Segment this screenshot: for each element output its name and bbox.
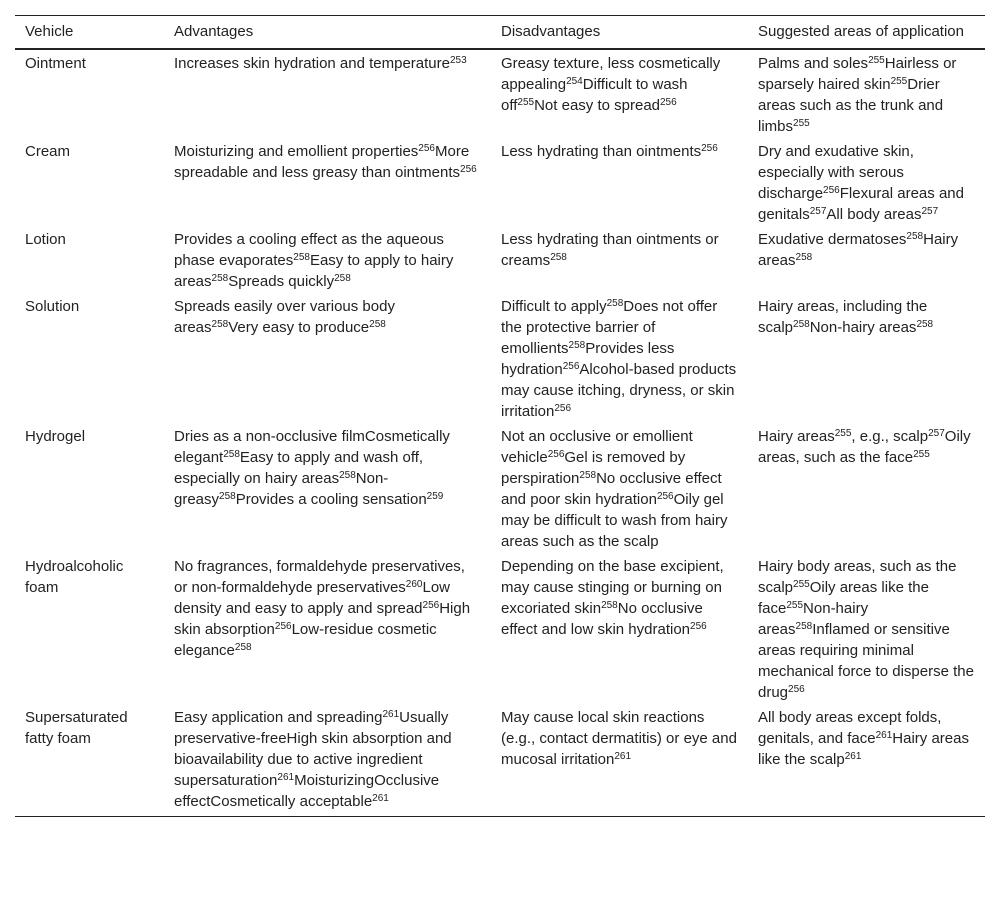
header-suggested-areas: Suggested areas of application: [748, 16, 985, 50]
reference-superscript: 256: [690, 621, 707, 632]
reference-superscript: 260: [405, 579, 423, 590]
reference-superscript: 255: [517, 97, 535, 108]
cell-text: Low-residue cosmetic elegance: [174, 621, 437, 659]
reference-superscript: 258: [601, 600, 618, 611]
cell-advantages: [164, 294, 491, 424]
vehicle-comparison-table: [15, 15, 985, 817]
reference-superscript: 258: [906, 231, 924, 242]
table-row: [15, 227, 985, 294]
cell-text: Easy to apply to hairy areas: [174, 252, 454, 290]
reference-superscript: 256: [422, 600, 440, 611]
cell-vehicle: [15, 294, 164, 424]
cell-vehicle: [15, 705, 164, 817]
cell-suggested-areas: [748, 705, 985, 817]
reference-superscript: 261: [844, 751, 862, 762]
reference-superscript: 261: [875, 730, 893, 741]
reference-superscript: 261: [372, 793, 389, 804]
cell-text: Not an occlusive or emollient vehicle: [501, 428, 693, 466]
cell-vehicle: [15, 554, 164, 705]
cell-text: Does not offer the protective barrier of emollients: [501, 298, 718, 357]
cell-text: Non-hairy areas: [758, 600, 869, 638]
reference-superscript: 258: [795, 252, 813, 263]
cell-vehicle: [15, 424, 164, 554]
header-row: [15, 16, 985, 50]
cell-suggested-areas: [748, 424, 985, 554]
cell-text: Flexural areas and genitals: [758, 185, 964, 223]
table-row: [15, 49, 985, 139]
reference-superscript: 254: [566, 76, 583, 87]
reference-superscript: 258: [211, 319, 229, 330]
cell-text: Non-greasy: [174, 470, 389, 508]
cell-advantages: [164, 227, 491, 294]
cell-text: Ointment: [25, 55, 86, 72]
cell-suggested-areas: [748, 139, 985, 227]
cell-text: MoisturizingOcclusive effectCosmetically acceptable: [174, 772, 440, 810]
cell-suggested-areas: [748, 227, 985, 294]
cell-text: All body areas except folds, genitals, and face: [758, 709, 942, 747]
reference-superscript: 258: [793, 319, 810, 330]
reference-superscript: 255: [834, 428, 852, 439]
reference-superscript: 256: [562, 361, 580, 372]
cell-advantages: [164, 49, 491, 139]
cell-text: Oily areas, such as the face: [758, 428, 971, 466]
cell-text: Less hydrating than ointments or creams: [501, 231, 719, 269]
reference-superscript: 256: [274, 621, 292, 632]
reference-superscript: 256: [554, 403, 572, 414]
cell-text: Lotion: [25, 231, 66, 248]
reference-superscript: 256: [660, 97, 677, 108]
reference-superscript: 258: [579, 470, 597, 481]
cell-text: Palms and soles: [758, 55, 869, 72]
cell-text: Provides a cooling effect as the aqueous phase evaporates: [174, 231, 444, 269]
cell-text: Spreads easily over various body areas: [174, 298, 395, 336]
cell-text: Very easy to produce: [228, 319, 370, 336]
reference-superscript: 257: [921, 206, 939, 217]
reference-superscript: 256: [418, 143, 435, 154]
cell-text: No occlusive effect and low skin hydration: [501, 600, 703, 638]
cell-text: Drier areas such as the trunk and limbs: [758, 76, 944, 135]
cell-text: Oily areas like the face: [758, 579, 929, 617]
cell-disadvantages: [491, 49, 748, 139]
cell-suggested-areas: [748, 554, 985, 705]
reference-superscript: 258: [369, 319, 386, 330]
cell-text: Exudative dermatoses: [758, 231, 907, 248]
reference-superscript: 258: [795, 621, 813, 632]
reference-superscript: 261: [614, 751, 632, 762]
reference-superscript: 258: [219, 491, 236, 502]
cell-advantages: [164, 554, 491, 705]
table-row: [15, 705, 985, 817]
reference-superscript: 257: [809, 206, 827, 217]
cell-text: Dries as a non-occlusive filmCosmetically elegant: [174, 428, 450, 466]
cell-text: Provides a cooling sensation: [235, 491, 427, 508]
cell-text: Solution: [25, 298, 80, 315]
cell-text: Increases skin hydration and temperature: [174, 55, 450, 72]
reference-superscript: 258: [293, 252, 310, 263]
header-disadvantages: Disadvantages: [491, 16, 748, 50]
cell-disadvantages: [491, 139, 748, 227]
cell-text: No occlusive effect and poor skin hydration: [501, 470, 722, 508]
reference-superscript: 256: [547, 449, 565, 460]
cell-text: , e.g., scalp: [851, 428, 929, 445]
cell-text: Not easy to spread: [534, 97, 660, 114]
cell-text: Gel is removed by perspiration: [501, 449, 686, 487]
cell-text: Alcohol-based products may cause itching, dryness, or skin irritation: [501, 361, 737, 420]
reference-superscript: 256: [656, 491, 674, 502]
cell-advantages: [164, 424, 491, 554]
header-advantages: Advantages: [164, 16, 491, 50]
reference-superscript: 255: [913, 449, 930, 460]
cell-text: Low density and easy to apply and spread: [174, 579, 451, 617]
cell-text: High skin absorption: [174, 600, 471, 638]
cell-text: Depending on the base excipient, may cause stinging or burning on excoriated skin: [501, 558, 724, 617]
reference-superscript: 255: [793, 579, 810, 590]
cell-text: Hydrogel: [25, 428, 86, 445]
cell-text: Moisturizing and emollient properties: [174, 143, 419, 160]
vehicle-comparison-table-container: [15, 15, 985, 817]
reference-superscript: 259: [426, 491, 444, 502]
table-row: [15, 424, 985, 554]
reference-superscript: 255: [868, 55, 885, 66]
reference-superscript: 258: [550, 252, 567, 263]
cell-advantages: [164, 139, 491, 227]
cell-text: Less hydrating than ointments: [501, 143, 702, 160]
reference-superscript: 256: [701, 143, 718, 154]
reference-superscript: 258: [916, 319, 934, 330]
table-header: [15, 16, 985, 50]
reference-superscript: 255: [793, 118, 810, 129]
reference-superscript: 261: [382, 709, 400, 720]
cell-text: Provides less hydration: [501, 340, 675, 378]
cell-vehicle: [15, 227, 164, 294]
cell-text: Non-hairy areas: [809, 319, 917, 336]
cell-text: Easy application and spreading: [174, 709, 383, 726]
cell-text: Hairless or sparsely haired skin: [758, 55, 957, 93]
cell-text: Hairy areas, including the scalp: [758, 298, 928, 336]
table-body: [15, 49, 985, 817]
reference-superscript: 256: [460, 164, 477, 175]
cell-advantages: [164, 705, 491, 817]
cell-text: Inflamed or sensitive areas requiring minimal mechanical force to disperse the drug: [758, 621, 974, 701]
cell-text: Hairy body areas, such as the scalp: [758, 558, 957, 596]
cell-text: More spreadable and less greasy than ointments: [174, 143, 470, 181]
cell-text: Difficult to wash off: [501, 76, 688, 114]
reference-superscript: 255: [890, 76, 908, 87]
cell-vehicle: [15, 139, 164, 227]
table-row: [15, 294, 985, 424]
reference-superscript: 257: [928, 428, 945, 439]
header-vehicle: Vehicle: [15, 16, 164, 50]
reference-superscript: 258: [339, 470, 356, 481]
cell-text: All body areas: [826, 206, 922, 223]
reference-superscript: 261: [277, 772, 295, 783]
cell-text: May cause local skin reactions (e.g., contact dermatitis) or eye and mucosal irritation: [501, 709, 737, 768]
cell-disadvantages: [491, 705, 748, 817]
cell-text: Greasy texture, less cosmetically appealing: [501, 55, 721, 93]
cell-text: Hairy areas: [758, 231, 959, 269]
reference-superscript: 258: [568, 340, 586, 351]
cell-text: Hydroalcoholic foam: [25, 558, 124, 596]
table-row: [15, 139, 985, 227]
reference-superscript: 256: [788, 684, 805, 695]
cell-disadvantages: [491, 424, 748, 554]
reference-superscript: 253: [449, 55, 467, 66]
cell-vehicle: [15, 49, 164, 139]
reference-superscript: 255: [786, 600, 804, 611]
cell-text: Easy to apply and wash off, especially on hairy areas: [174, 449, 424, 487]
reference-superscript: 258: [234, 642, 252, 653]
table-row: [15, 554, 985, 705]
cell-suggested-areas: [748, 294, 985, 424]
cell-text: Hairy areas: [758, 428, 835, 445]
cell-text: No fragrances, formaldehyde preservatives, or non-formaldehyde preservatives: [174, 558, 465, 596]
reference-superscript: 258: [606, 298, 624, 309]
cell-suggested-areas: [748, 49, 985, 139]
cell-text: Spreads quickly: [228, 273, 335, 290]
cell-disadvantages: [491, 554, 748, 705]
cell-text: Oily gel may be difficult to wash from hairy areas such as the scalp: [501, 491, 728, 550]
cell-disadvantages: [491, 294, 748, 424]
cell-text: Dry and exudative skin, especially with serous discharge: [758, 143, 914, 202]
cell-text: Hairy areas like the scalp: [758, 730, 969, 768]
reference-superscript: 258: [211, 273, 229, 284]
cell-disadvantages: [491, 227, 748, 294]
reference-superscript: 258: [223, 449, 240, 460]
cell-text: Usually preservative-freeHigh skin absorption and bioavailability due to active ingredient supersaturation: [174, 709, 452, 789]
reference-superscript: 258: [334, 273, 351, 284]
reference-superscript: 256: [823, 185, 840, 196]
cell-text: Difficult to apply: [501, 298, 607, 315]
cell-text: Cream: [25, 143, 71, 160]
cell-text: Supersaturated fatty foam: [25, 709, 128, 747]
